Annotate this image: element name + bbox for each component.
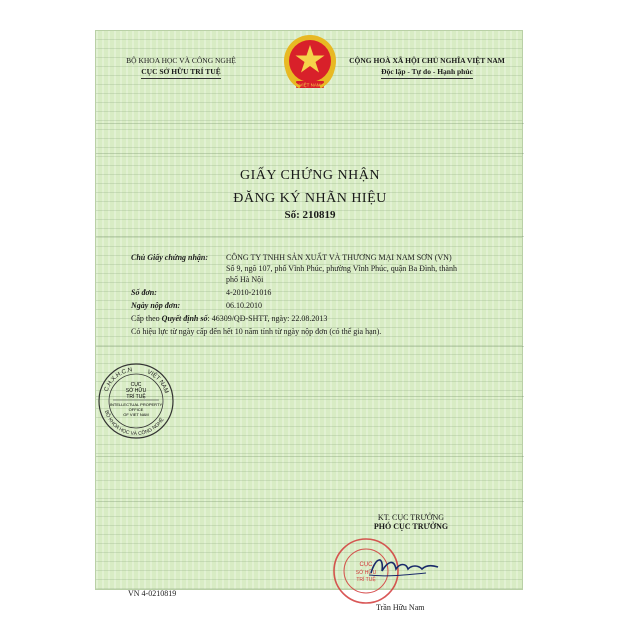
app-no-label: Số đơn: [131,288,157,297]
emblem-label: VIỆT NAM [299,82,321,88]
office-seal-icon [96,361,176,441]
seal-outer-right: VIỆT NAM [146,369,169,395]
signer-role-2: PHÓ CỤC TRƯỞNG [373,522,449,531]
cert-number: Số: 210819 [284,209,336,221]
svg-text:SỞ HỮU: SỞ HỮU [355,570,377,576]
address-line-1: Số 9, ngõ 107, phố Vĩnh Phúc, phường Vĩnh Phúc, quận Ba Đình, thành [226,264,457,273]
signer-role-1: KT. CỤC TRƯỞNG [377,513,445,522]
cert-title: GIẤY CHỨNG NHẬN [240,168,380,183]
header-left [96,55,266,79]
validity-text: Có hiệu lực từ ngày cấp đến hết 10 năm tính từ ngày nộp đơn (có thể gia hạn). [131,327,382,336]
ministry-name: BỘ KHOA HỌC VÀ CÔNG NGHỆ [126,56,236,65]
seal-en-2: OFFICE [128,407,144,412]
seal-inner-2: SỞ HỮU [125,388,147,394]
address-line-2: phố Hà Nội [226,275,264,284]
header-right [332,55,522,79]
decision-label: Quyết định số [161,314,208,323]
country-name: CỘNG HOÀ XÃ HỘI CHỦ NGHĨA VIỆT NAM [349,56,505,65]
watermark-line [96,346,524,347]
handwritten-signature-icon [366,551,446,581]
seal-outer-bottom: BỘ KHOA HỌC VÀ CÔNG NGHỆ [103,409,166,438]
seal-inner-3: TRÍ TUỆ [126,394,146,400]
decision-row [131,314,327,324]
svg-text:VIỆT NAM [146,369,169,394]
filing-date-label: Ngày nộp đơn: [131,301,181,310]
watermark-line [96,456,524,457]
svg-text:TRÍ TUỆ: TRÍ TUỆ [356,577,376,583]
watermark-line [96,501,524,502]
watermark-line [96,123,524,124]
app-no: 4-2010-21016 [226,288,272,297]
serial-number: VN 4-0210819 [128,589,177,598]
watermark-line [96,236,524,237]
seal-inner-1: CỤC [130,382,142,388]
filing-date: 06.10.2010 [226,301,262,310]
holder-label: Chủ Giấy chứng nhận: [131,253,209,262]
decision-prefix: Cấp theo [131,314,160,323]
motto: Độc lập - Tự do - Hạnh phúc [381,66,473,79]
certificate [95,30,523,612]
cert-subtitle: ĐĂNG KÝ NHÃN HIỆU [233,191,387,206]
svg-text:CỤC: CỤC [359,562,373,568]
watermark-line [96,153,524,154]
seal-outer-top: C.H.X.H.C.N [103,367,133,393]
office-name: CỤC SỞ HỮU TRÍ TUỆ [141,66,220,79]
signer-name: Trần Hữu Nam [376,603,425,612]
decision-value: : 46309/QĐ-SHTT, ngày: 22.08.2013 [207,314,328,323]
holder-name: CÔNG TY TNHH SẢN XUẤT VÀ THƯƠNG MẠI NAM SƠN (VN) [226,253,452,262]
signature-block [341,513,481,531]
seal-en-1: INTELLECTUAL PROPERTY [109,402,163,407]
seal-en-3: OF VIET NAM [123,412,149,417]
